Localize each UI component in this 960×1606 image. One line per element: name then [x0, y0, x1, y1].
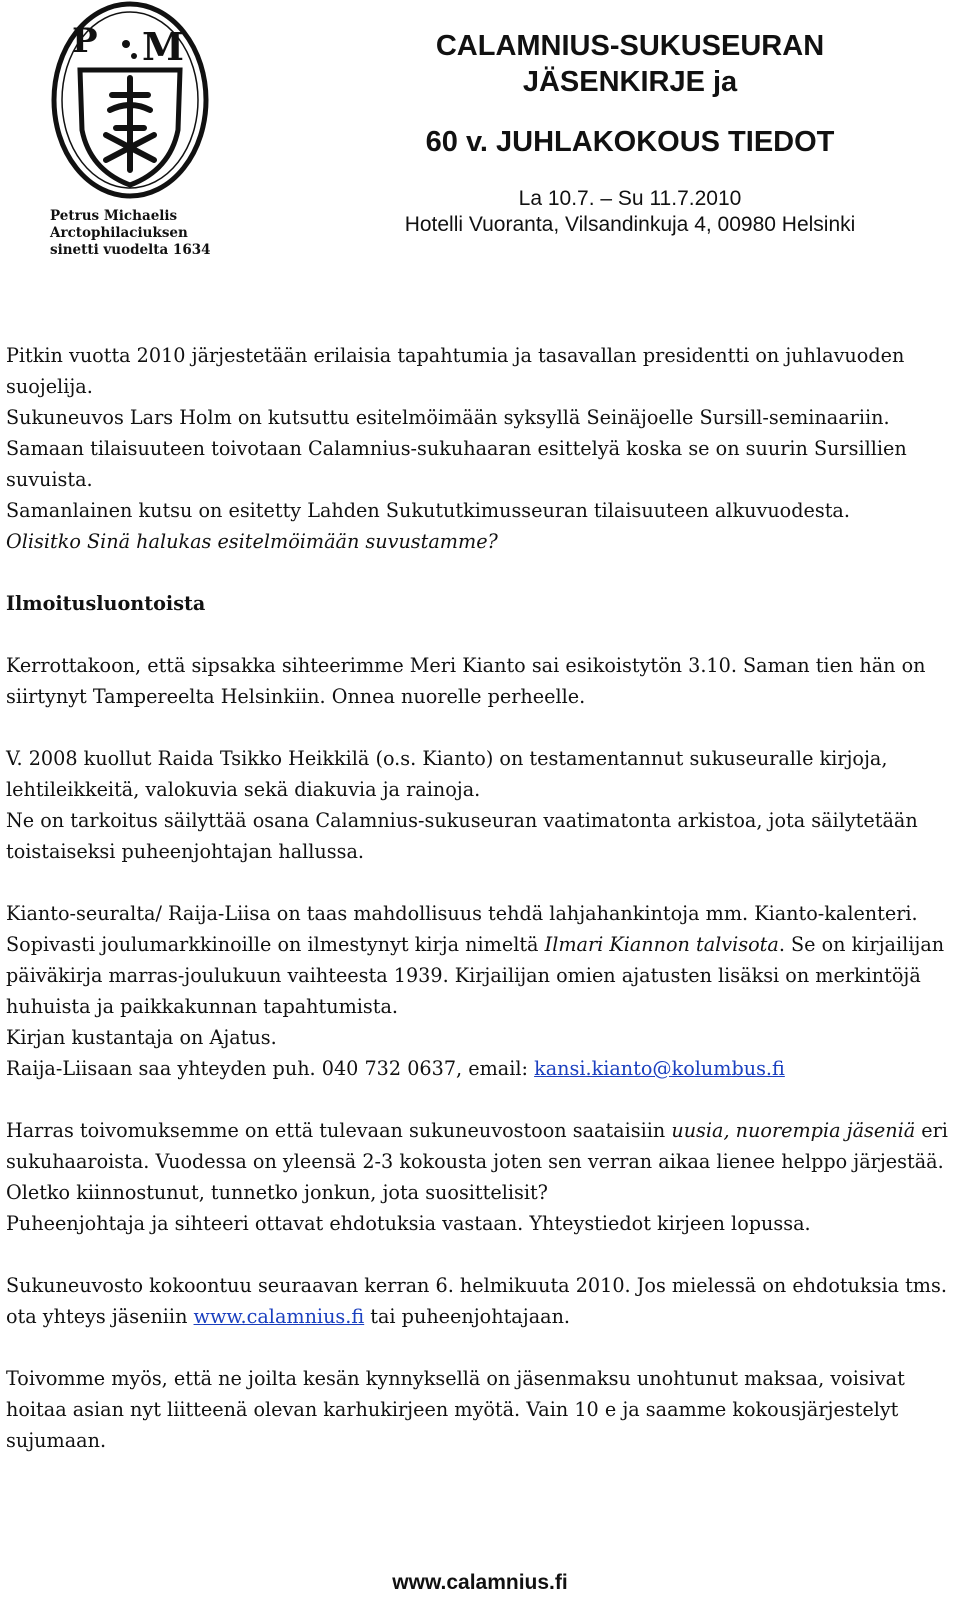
event-address: Hotelli Vuoranta, Vilsandinkuja 4, 00980 Helsinki	[404, 213, 856, 236]
intro-paragraph-3: Samanlainen kutsu on esitetty Lahden Sukututkimusseuran tilaisuuteen alkuvuodesta.	[6, 499, 850, 522]
council-text: Harras toivomuksemme on että tulevaan sukuneuvostoon saataisiin	[6, 1119, 672, 1142]
council-paragraph-1	[6, 1115, 951, 1177]
council-paragraph-2: Oletko kiinnostunut, tunnetko jonkun, jota suosittelisit?	[6, 1181, 548, 1204]
letter-body	[6, 340, 951, 1456]
letter-header	[330, 28, 930, 238]
seal-caption	[50, 208, 220, 259]
notice-paragraph-1: Kerrottakoon, että sipsakka sihteerimme Meri Kianto sai esikoistytön 3.10. Saman tien hän on siirtynyt Tampereelta Helsinkiin. Onnea nuorelle perheelle.	[6, 654, 926, 708]
council-paragraph-4	[6, 1270, 951, 1332]
title-line-2: JÄSENKIRJE ja	[522, 66, 738, 98]
seal-caption-line: sinetti vuodelta 1634	[50, 242, 211, 258]
notice-paragraph-5: Kirjan kustantaja on Ajatus.	[6, 1026, 277, 1049]
title-line-1: CALAMNIUS-SUKUSEURAN	[435, 30, 825, 62]
book-title: Ilmari Kiannon talvisota	[544, 933, 779, 956]
council-text: Sukuneuvosto kokoontuu seuraavan kerran 6. helmikuuta 2010. Jos mielessä on ehdotuksia tms. ota yhteys jäseniin	[6, 1274, 947, 1328]
subtitle: 60 v. JUHLAKOKOUS TIEDOT	[425, 126, 835, 158]
council-paragraph-3: Puheenjohtaja ja sihteeri ottavat ehdotuksia vastaan. Yhteystiedot kirjeen lopussa.	[6, 1212, 811, 1235]
footer-url: www.calamnius.fi	[392, 1571, 568, 1594]
notice-text: . Se on kirjailijan päiväkirja marras-joulukuun vaihteesta 1939. Kirjailijan omien ajatusten lisäksi on merkintöjä huhuista ja paikkakunnan tapahtumista.	[6, 933, 945, 1018]
council-text: eri sukuhaaroista. Vuodessa on yleensä 2-3 kokousta joten sen verran aikaa lienee helppo järjestää.	[6, 1119, 948, 1173]
contact-text: Raija-Liisaan saa yhteyden puh. 040 732 0637, email:	[6, 1057, 535, 1080]
notice-paragraph-2: V. 2008 kuollut Raida Tsikko Heikkilä (o.s. Kianto) on testamentannut sukuseuralle kirjoja, lehtileikkeitä, valokuvia sekä diakuvia ja rainoja.	[6, 747, 888, 801]
council-text: tai puheenjohtajaan.	[364, 1305, 571, 1328]
seal-letter-m: M	[142, 24, 185, 69]
event-date: La 10.7. – Su 11.7.2010	[518, 187, 742, 210]
notice-paragraph-4	[6, 898, 951, 1022]
email-link[interactable]: kansi.kianto@kolumbus.fi	[534, 1057, 785, 1080]
notice-text: Kianto-seuralta/ Raija-Liisa on taas mahdollisuus tehdä lahjahankintoja mm. Kianto-kalenteri. Sopivasti joulumarkkinoille on ilmestynyt kirja nimeltä	[6, 902, 918, 956]
intro-question: Olisitko Sinä halukas esitelmöimään suvustamme?	[6, 530, 498, 553]
council-emphasis: uusia, nuorempia jäseniä	[671, 1119, 916, 1142]
section-heading-notices: Ilmoitusluontoista	[6, 592, 206, 615]
notice-paragraph-3: Ne on tarkoitus säilyttää osana Calamnius-sukuseuran vaatimatonta arkistoa, jota säilytetään toistaiseksi puheenjohtajan hallussa.	[6, 809, 918, 863]
website-link[interactable]: www.calamnius.fi	[193, 1305, 365, 1328]
seal-letter-p: P	[72, 21, 98, 61]
seal-caption-line: Arctophilaciuksen	[50, 225, 188, 241]
notice-paragraph-6	[6, 1053, 951, 1084]
seal-caption-line: Petrus Michaelis	[50, 208, 178, 224]
fee-paragraph: Toivomme myös, että ne joilta kesän kynnyksellä on jäsenmaksu unohtunut maksaa, voisivat hoitaa asian nyt liitteenä olevan karhukirjeen myötä. Vain 10 e ja saamme kokousjärjestelyt sujumaan.	[6, 1367, 905, 1452]
intro-paragraph-1: Pitkin vuotta 2010 järjestetään erilaisia tapahtumia ja tasavallan presidentti on juhlavuoden suojelija.	[6, 344, 905, 398]
intro-paragraph-2: Sukuneuvos Lars Holm on kutsuttu esitelmöimään syksyllä Seinäjoelle Sursill-seminaariin. Samaan tilaisuuteen toivotaan Calamnius-sukuhaaran esittelyä koska se on suurin Sursillien suvuista.	[6, 406, 907, 491]
